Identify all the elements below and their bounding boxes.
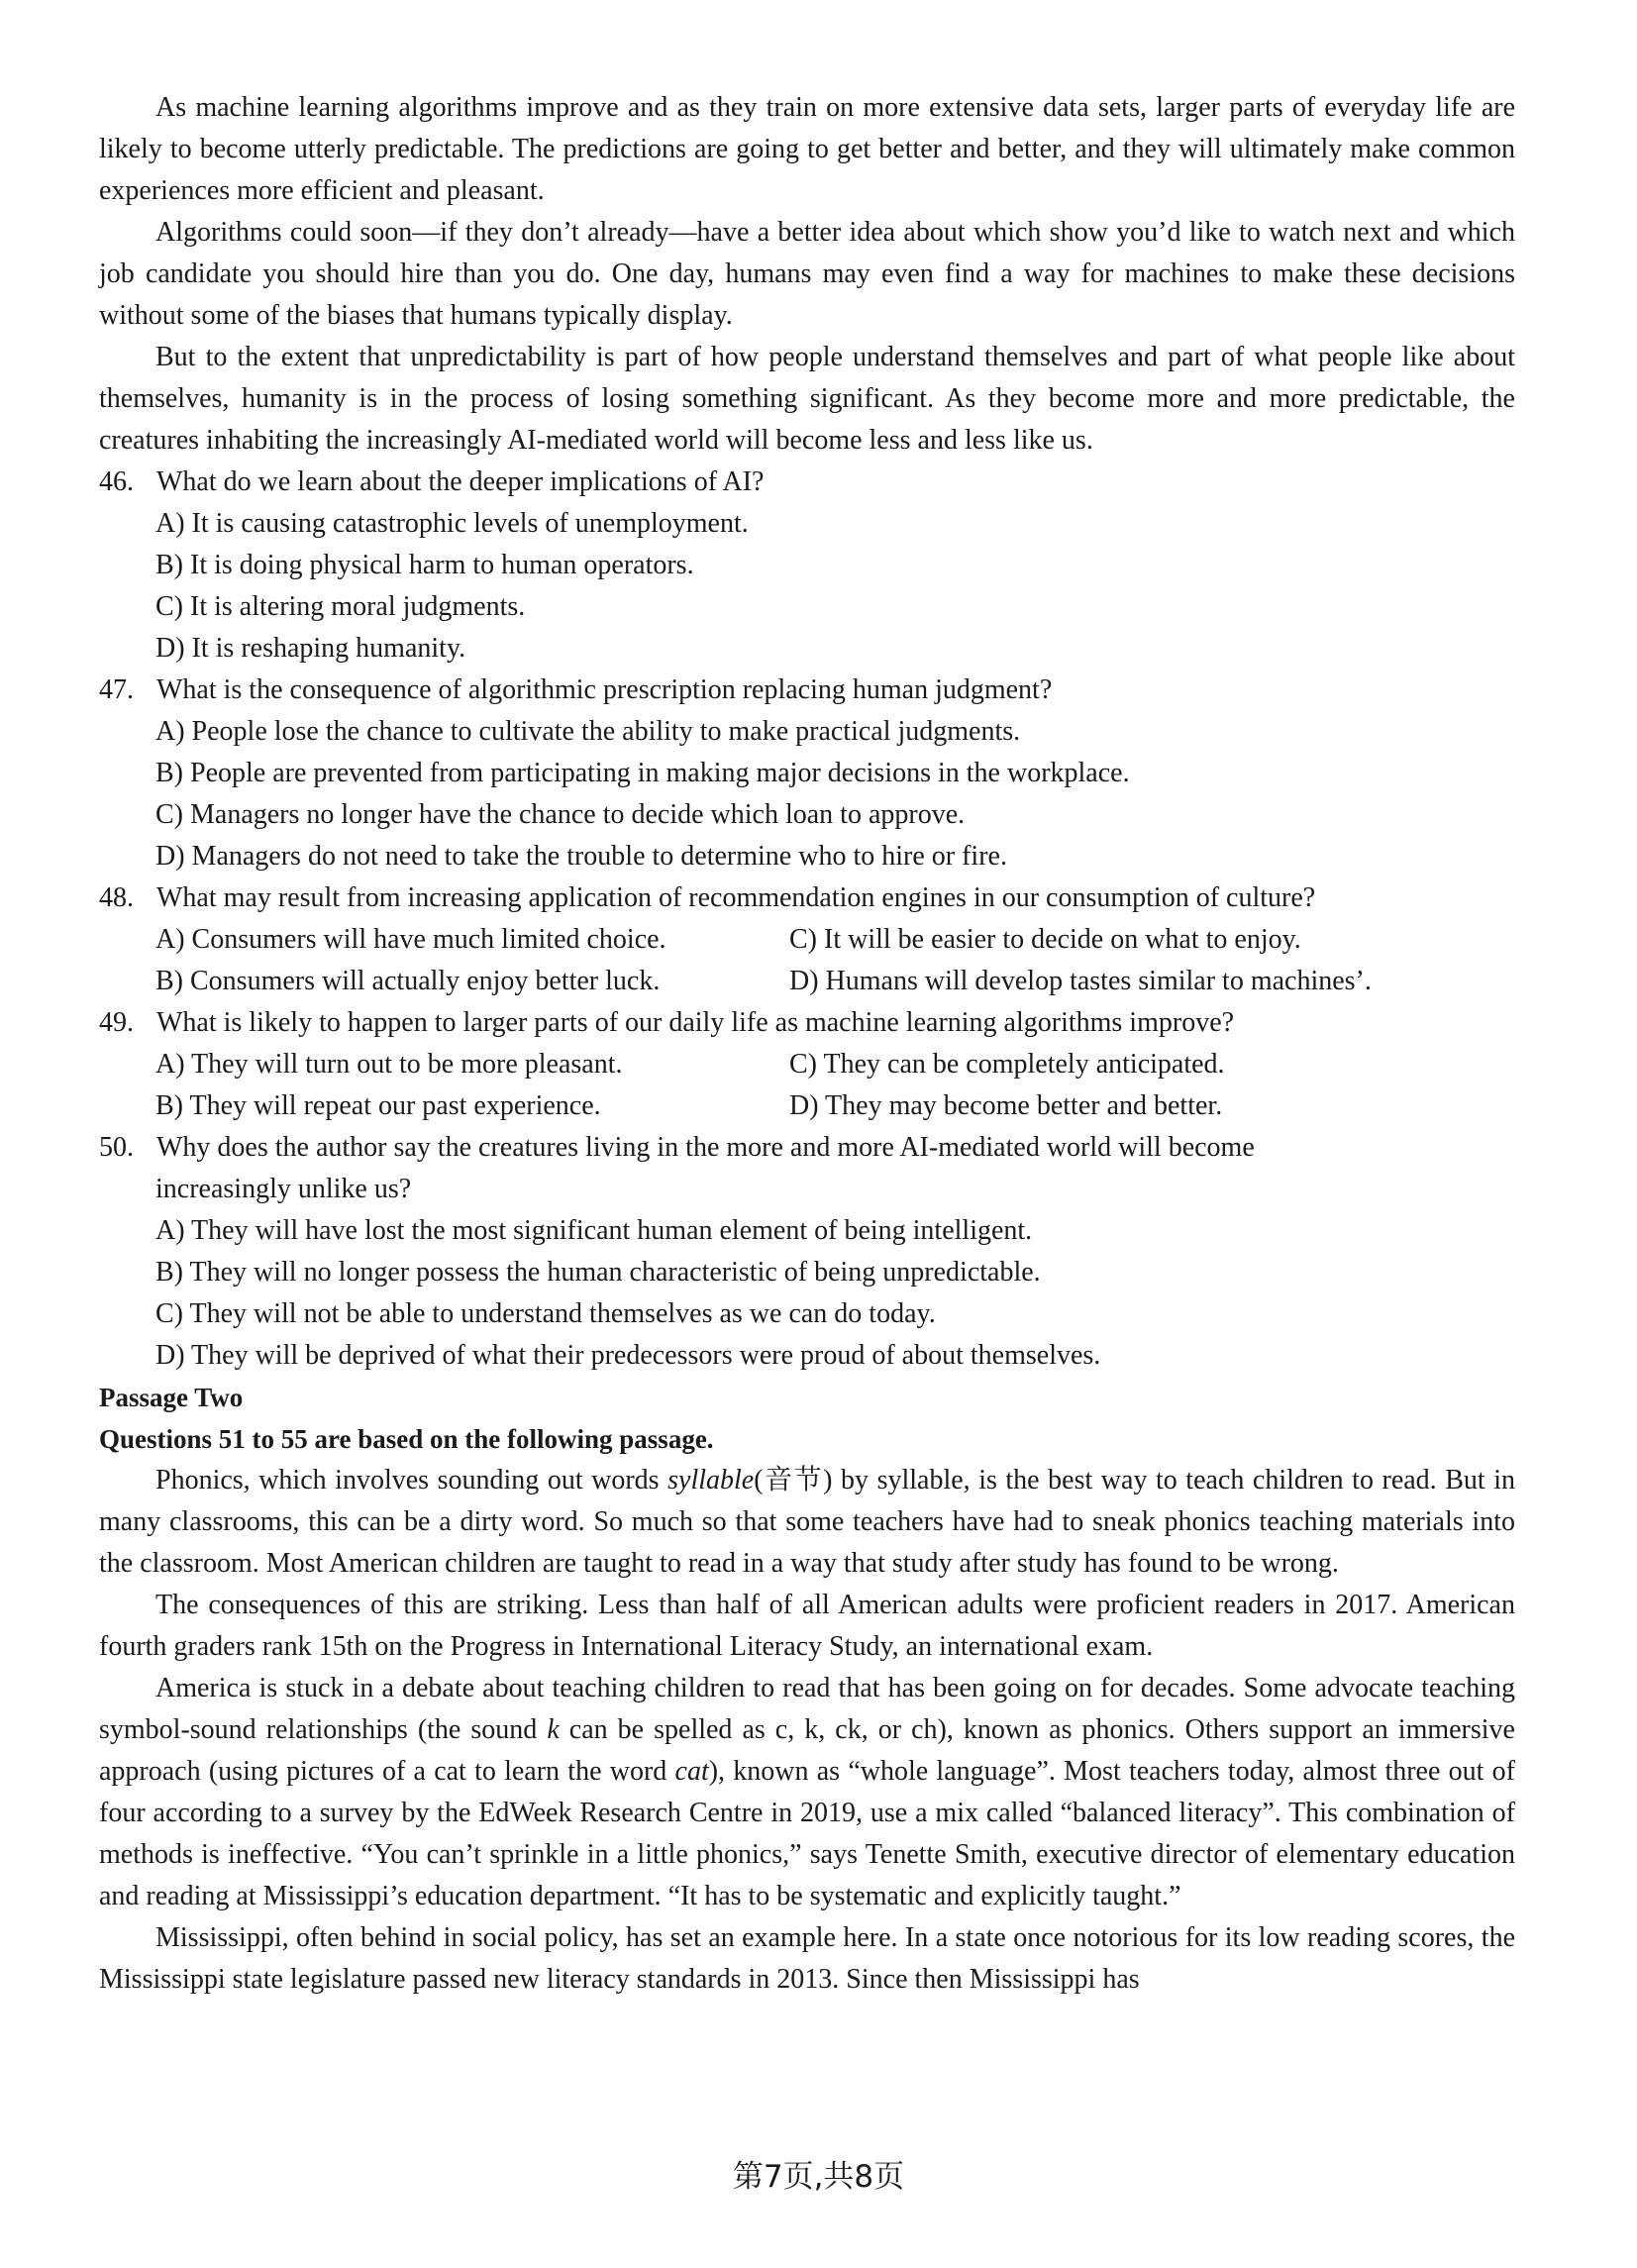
question-50 bbox=[99, 1127, 1515, 1169]
option: C) It is altering moral judgments. bbox=[155, 591, 526, 622]
passage-one-text bbox=[99, 87, 1515, 2001]
option-row bbox=[155, 961, 1515, 1002]
question-text: What do we learn about the deeper implications of AI? bbox=[156, 466, 765, 497]
italic-term: cat bbox=[674, 1756, 709, 1787]
option: D) They may become better and better. bbox=[789, 1090, 1223, 1121]
passage-paragraph: Mississippi, often behind in social policy, has set an example here. In a state once notorious for its low reading scores, the Mississippi state legislature passed new literacy standards in 2013. Since then Mississippi has bbox=[99, 1922, 1515, 1995]
question-49 bbox=[99, 1002, 1515, 1044]
question-text: What is likely to happen to larger parts of our daily life as machine learning algorithms improve? bbox=[156, 1007, 1235, 1038]
option-row bbox=[155, 1085, 1515, 1127]
question-number: 48. bbox=[99, 882, 134, 913]
passage-two-title: Passage Two bbox=[99, 1383, 244, 1412]
passage-two-instruction: Questions 51 to 55 are based on the following passage. bbox=[99, 1424, 714, 1454]
question-text: What is the consequence of algorithmic prescription replacing human judgment? bbox=[156, 674, 1053, 705]
passage-paragraph bbox=[99, 1668, 1515, 1917]
text-run: America is stuck in a debate about teaching children to read that has been going on for decades. Some advocate teaching symbol-sound relationships (the sound bbox=[99, 1673, 1515, 1745]
option: C) They will not be able to understand themselves as we can do today. bbox=[155, 1298, 936, 1329]
question-number: 47. bbox=[99, 674, 134, 705]
question-text-continued: increasingly unlike us? bbox=[155, 1174, 412, 1204]
option: B) They will no longer possess the human characteristic of being unpredictable. bbox=[155, 1257, 1041, 1288]
passage-paragraph: As machine learning algorithms improve and as they train on more extensive data sets, larger parts of everyday life are likely to become utterly predictable. The predictions are going to get better and better, and they will ultimately make common experiences more efficient and pleasant. bbox=[99, 92, 1515, 206]
option: A) They will have lost the most significant human element of being intelligent. bbox=[155, 1215, 1033, 1246]
option: A) People lose the chance to cultivate the ability to make practical judgments. bbox=[155, 716, 1021, 747]
question-47 bbox=[99, 670, 1515, 711]
question-46 bbox=[99, 462, 1515, 503]
option: D) Managers do not need to take the trouble to determine who to hire or fire. bbox=[155, 841, 1007, 872]
text-run: can be spelled as c, k, ck, or ch), known as phonics. Others support an immersive approach (using pictures of a cat to learn the word bbox=[99, 1714, 1515, 1787]
question-number: 50. bbox=[99, 1132, 134, 1163]
italic-term: k bbox=[547, 1714, 560, 1745]
question-number: 46. bbox=[99, 466, 134, 497]
passage-paragraph: Algorithms could soon—if they don’t already—have a better idea about which show you’d like to watch next and which job candidate you should hire than you do. One day, humans may even find a way for machines to make these decisions without some of the biases that humans typically display. bbox=[99, 217, 1515, 331]
option: B) They will repeat our past experience. bbox=[155, 1090, 601, 1121]
option: A) They will turn out to be more pleasant. bbox=[155, 1049, 623, 1080]
option: A) It is causing catastrophic levels of unemployment. bbox=[155, 508, 749, 539]
passage-paragraph: The consequences of this are striking. Less than half of all American adults were proficient readers in 2017. American fourth graders rank 15th on the Progress in International Literacy Study, an international exam. bbox=[99, 1590, 1515, 1662]
option: C) Managers no longer have the chance to decide which loan to approve. bbox=[155, 799, 966, 830]
option: B) People are prevented from participating in making major decisions in the workplace. bbox=[155, 758, 1130, 788]
option-row bbox=[155, 1044, 1515, 1085]
option: A) Consumers will have much limited choice. bbox=[155, 924, 666, 955]
option: D) They will be deprived of what their predecessors were proud of about themselves. bbox=[155, 1340, 1101, 1371]
passage-paragraph: But to the extent that unpredictability is part of how people understand themselves and part of what people like about themselves, humanity is in the process of losing something significant. As they become more and more predictable, the creatures inhabiting the increasingly AI-mediated world will become less and less like us. bbox=[99, 342, 1515, 456]
page-number-footer: 第7页,共8页 bbox=[732, 2159, 905, 2195]
question-text: What may result from increasing application of recommendation engines in our consumption of culture? bbox=[156, 882, 1316, 913]
passage-paragraph bbox=[99, 1460, 1515, 1585]
option: B) Consumers will actually enjoy better luck. bbox=[155, 966, 661, 996]
option: D) It is reshaping humanity. bbox=[155, 633, 466, 664]
question-48 bbox=[99, 877, 1515, 919]
text-run: ), known as “whole language”. Most teachers today, almost three out of four according to a survey by the EdWeek Research Centre in 2019, use a mix called “balanced literacy”. This combination of methods is ineffective. “You can’t sprinkle in a little phonics,” says Tenette Smith, executive director of elementary education and reading at Mississippi’s education department. “It has to be systematic and explicitly taught.” bbox=[99, 1756, 1515, 1911]
option: C) They can be completely anticipated. bbox=[789, 1049, 1225, 1080]
text-run: (音节) by syllable, is the best way to teach children to read. But in many classrooms, this can be a dirty word. So much so that some teachers have had to sneak phonics teaching materials into the classroom. Most American children are taught to read in a way that study after study has found to be wrong. bbox=[99, 1465, 1515, 1579]
option: C) It will be easier to decide on what to enjoy. bbox=[789, 924, 1301, 955]
question-text: Why does the author say the creatures living in the more and more AI-mediated world will become bbox=[156, 1132, 1255, 1163]
option: D) Humans will develop tastes similar to machines’. bbox=[789, 966, 1372, 996]
question-number: 49. bbox=[99, 1007, 134, 1038]
italic-term: syllable bbox=[667, 1465, 755, 1495]
option-row bbox=[155, 919, 1515, 961]
option: B) It is doing physical harm to human operators. bbox=[155, 550, 694, 580]
text-run: Phonics, which involves sounding out words bbox=[155, 1465, 668, 1495]
